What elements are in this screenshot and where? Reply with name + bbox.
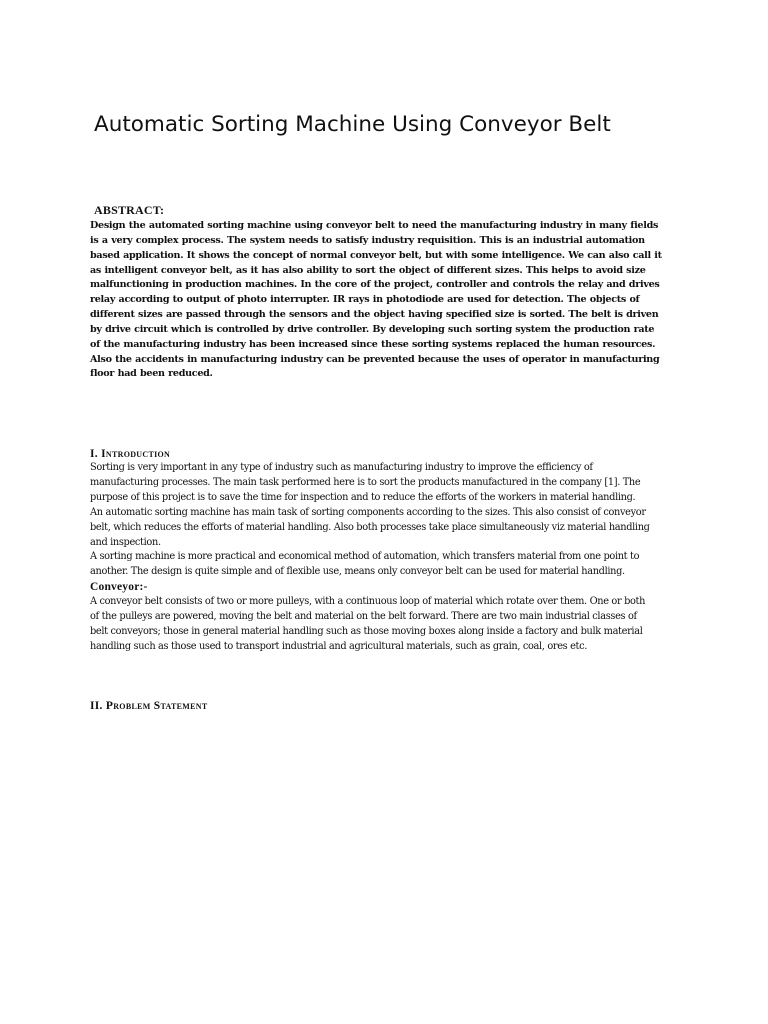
introduction-body	[90, 461, 652, 655]
document-title: Automatic Sorting Machine Using Conveyor Belt	[94, 112, 611, 137]
intro-paragraph: An automatic sorting machine has main task of sorting components according to the sizes. This also consist of conveyor belt, which reduces the efforts of material handling. Also both processes take place simultaneously viz material handling and inspection.	[90, 506, 650, 548]
intro-paragraph: A sorting machine is more practical and economical method of automation, which transfers material from one point to another. The design is quite simple and of flexible use, means only conveyor belt can be used for material handling.	[90, 551, 640, 578]
abstract-body: Design the automated sorting machine using conveyor belt to need the manufacturing industry in many fields is a very complex process. The system needs to satisfy industry requisition. This is an industrial automation based application. It shows the concept of normal conveyor belt, but with some intelligence. We can also call it as intelligent conveyor belt, as it has also ability to sort the object of different sizes. This helps to avoid size malfunctioning in production machines. In the core of the project, controller and controls the relay and drives relay according to output of photo interrupter. IR rays in photodiode are used for detection. The objects of different sizes are passed through the sensors and the object having specified size is sorted. The belt is driven by drive circuit which is controlled by drive controller. By developing such sorting system the production rate of the manufacturing industry has been increased since these sorting systems replaced the human resources. Also the accidents in manufacturing industry can be prevented because the uses of operator in manufacturing floor had been reduced.	[90, 220, 662, 380]
section-heading-introduction: I. Introduction	[90, 448, 171, 460]
section-heading-problem-statement: II. Problem Statement	[90, 700, 208, 712]
abstract-heading: ABSTRACT:	[94, 203, 165, 217]
conveyor-subheading: Conveyor:-	[90, 581, 148, 594]
intro-paragraph: Sorting is very important in any type of industry such as manufacturing industry to improve the efficiency of manufacturing processes. The main task performed here is to sort the products manufactured in the company [1]. The purpose of this project is to save the time for inspection and to reduce the efforts of the workers in material handling.	[90, 462, 641, 503]
conveyor-paragraph: A conveyor belt consists of two or more pulleys, with a continuous loop of material which rotate over them. One or both of the pulleys are powered, moving the belt and material on the belt forward. There are two main industrial classes of belt conveyors; those in general material handling such as those moving boxes along inside a factory and bulk material handling such as those used to transport industrial and agricultural materials, such as grain, coal, ores etc.	[90, 596, 646, 652]
